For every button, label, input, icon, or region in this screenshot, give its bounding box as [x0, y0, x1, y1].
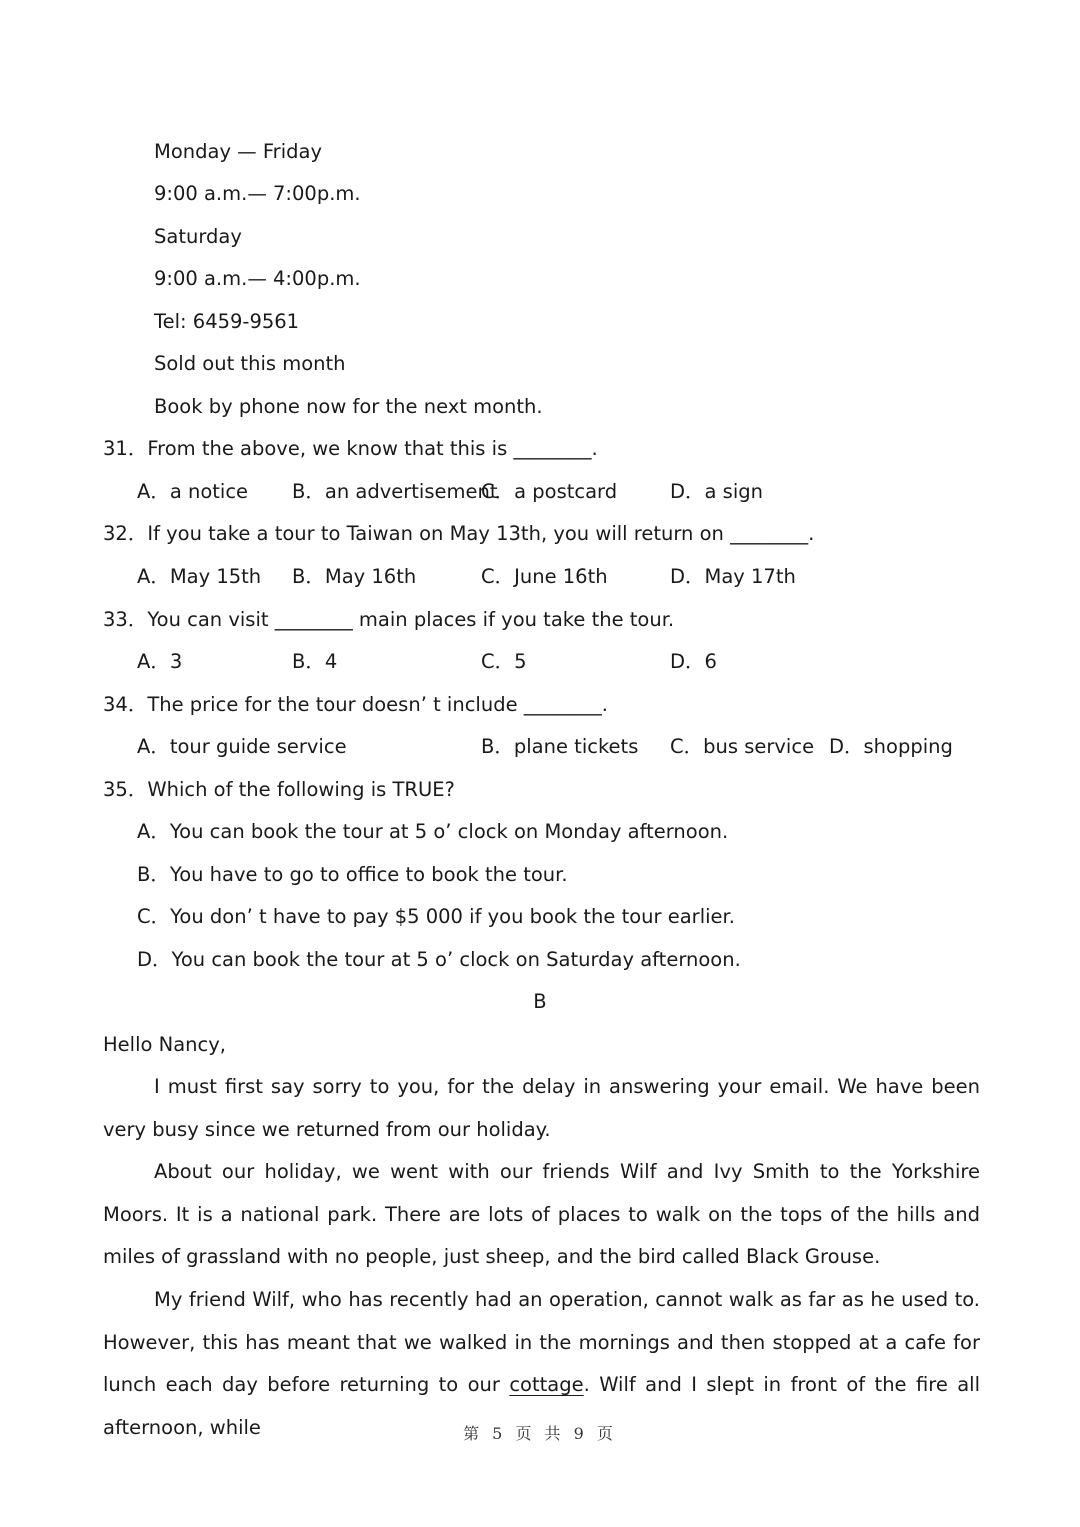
question-35-option-d: D．You can book the tour at 5 o’ clock on Saturday afternoon.: [137, 948, 741, 971]
question-34-option-a: A．tour guide service: [137, 735, 347, 758]
question-35-option-c: C．You don’ t have to pay $5 000 if you book the tour earlier.: [137, 905, 735, 928]
letter-paragraph-1: [103, 1066, 980, 1151]
section-b-heading: B: [533, 990, 547, 1013]
question-33-option-b: B．4: [292, 650, 338, 673]
schedule-days-weekday: Monday — Friday: [154, 140, 322, 163]
letter-paragraph-2: [103, 1151, 980, 1279]
question-31-option-c: C．a postcard: [481, 480, 618, 503]
schedule-tel: Tel: 6459-9561: [154, 310, 300, 333]
schedule-hours-saturday: 9:00 a.m.— 4:00p.m.: [154, 267, 361, 290]
question-31-option-a: A．a notice: [137, 480, 249, 503]
question-35-option-a: A．You can book the tour at 5 o’ clock on Monday afternoon.: [137, 820, 729, 843]
question-33-stem: 33．You can visit ________ main places if you take the tour.: [103, 608, 675, 631]
question-33-option-a: A．3: [137, 650, 183, 673]
question-34-option-b: B．plane tickets: [481, 735, 639, 758]
question-34-stem: 34．The price for the tour doesn’ t include ________.: [103, 693, 608, 716]
page-footer: 第 5 页 共 9 页: [463, 1424, 617, 1443]
underlined-word-cottage: cottage: [509, 1373, 584, 1397]
question-32-option-c: C．June 16th: [481, 565, 608, 588]
question-33-option-d: D．6: [670, 650, 717, 673]
question-31-option-d: D．a sign: [670, 480, 763, 503]
question-35-stem: 35．Which of the following is TRUE?: [103, 778, 455, 801]
question-35-option-b: B．You have to go to office to book the tour.: [137, 863, 568, 886]
question-33-option-c: C．5: [481, 650, 527, 673]
question-32-option-a: A．May 15th: [137, 565, 262, 588]
question-31-option-b: B．an advertisement: [292, 480, 498, 503]
schedule-book-note: Book by phone now for the next month.: [154, 395, 543, 418]
question-32-stem: 32．If you take a tour to Taiwan on May 13th, you will return on ________.: [103, 522, 815, 545]
letter-paragraph-3-text: My friend Wilf, who has recently had an operation, cannot walk as far as he used to. However, this has meant that we walked in the mornings and then stopped at a cafe for lunch each day before returning to our: [103, 1288, 980, 1397]
question-31-stem: 31．From the above, we know that this is ________.: [103, 437, 598, 460]
question-34-option-d: D．shopping: [829, 735, 953, 758]
question-32-option-d: D．May 17th: [670, 565, 796, 588]
schedule-sold-out: Sold out this month: [154, 352, 346, 375]
letter-paragraph-2-text: About our holiday, we went with our friends Wilf and Ivy Smith to the Yorkshire Moors. It is a national park. There are lots of places to walk on the tops of the hills and miles of grassland with no people, just sheep, and the bird called Black Grouse.: [103, 1160, 980, 1269]
letter-greeting: Hello Nancy,: [103, 1033, 226, 1056]
question-32-option-b: B．May 16th: [292, 565, 417, 588]
schedule-days-saturday: Saturday: [154, 225, 242, 248]
letter-paragraph-3-tail: . Wilf and I slept in front of the fire all afternoon, while: [103, 1373, 981, 1440]
letter-paragraph-1-text: I must first say sorry to you, for the delay in answering your email. We have been very busy since we returned from our holiday.: [103, 1075, 980, 1141]
schedule-hours-weekday: 9:00 a.m.— 7:00p.m.: [154, 182, 361, 205]
question-34-option-c: C．bus service: [670, 735, 815, 758]
